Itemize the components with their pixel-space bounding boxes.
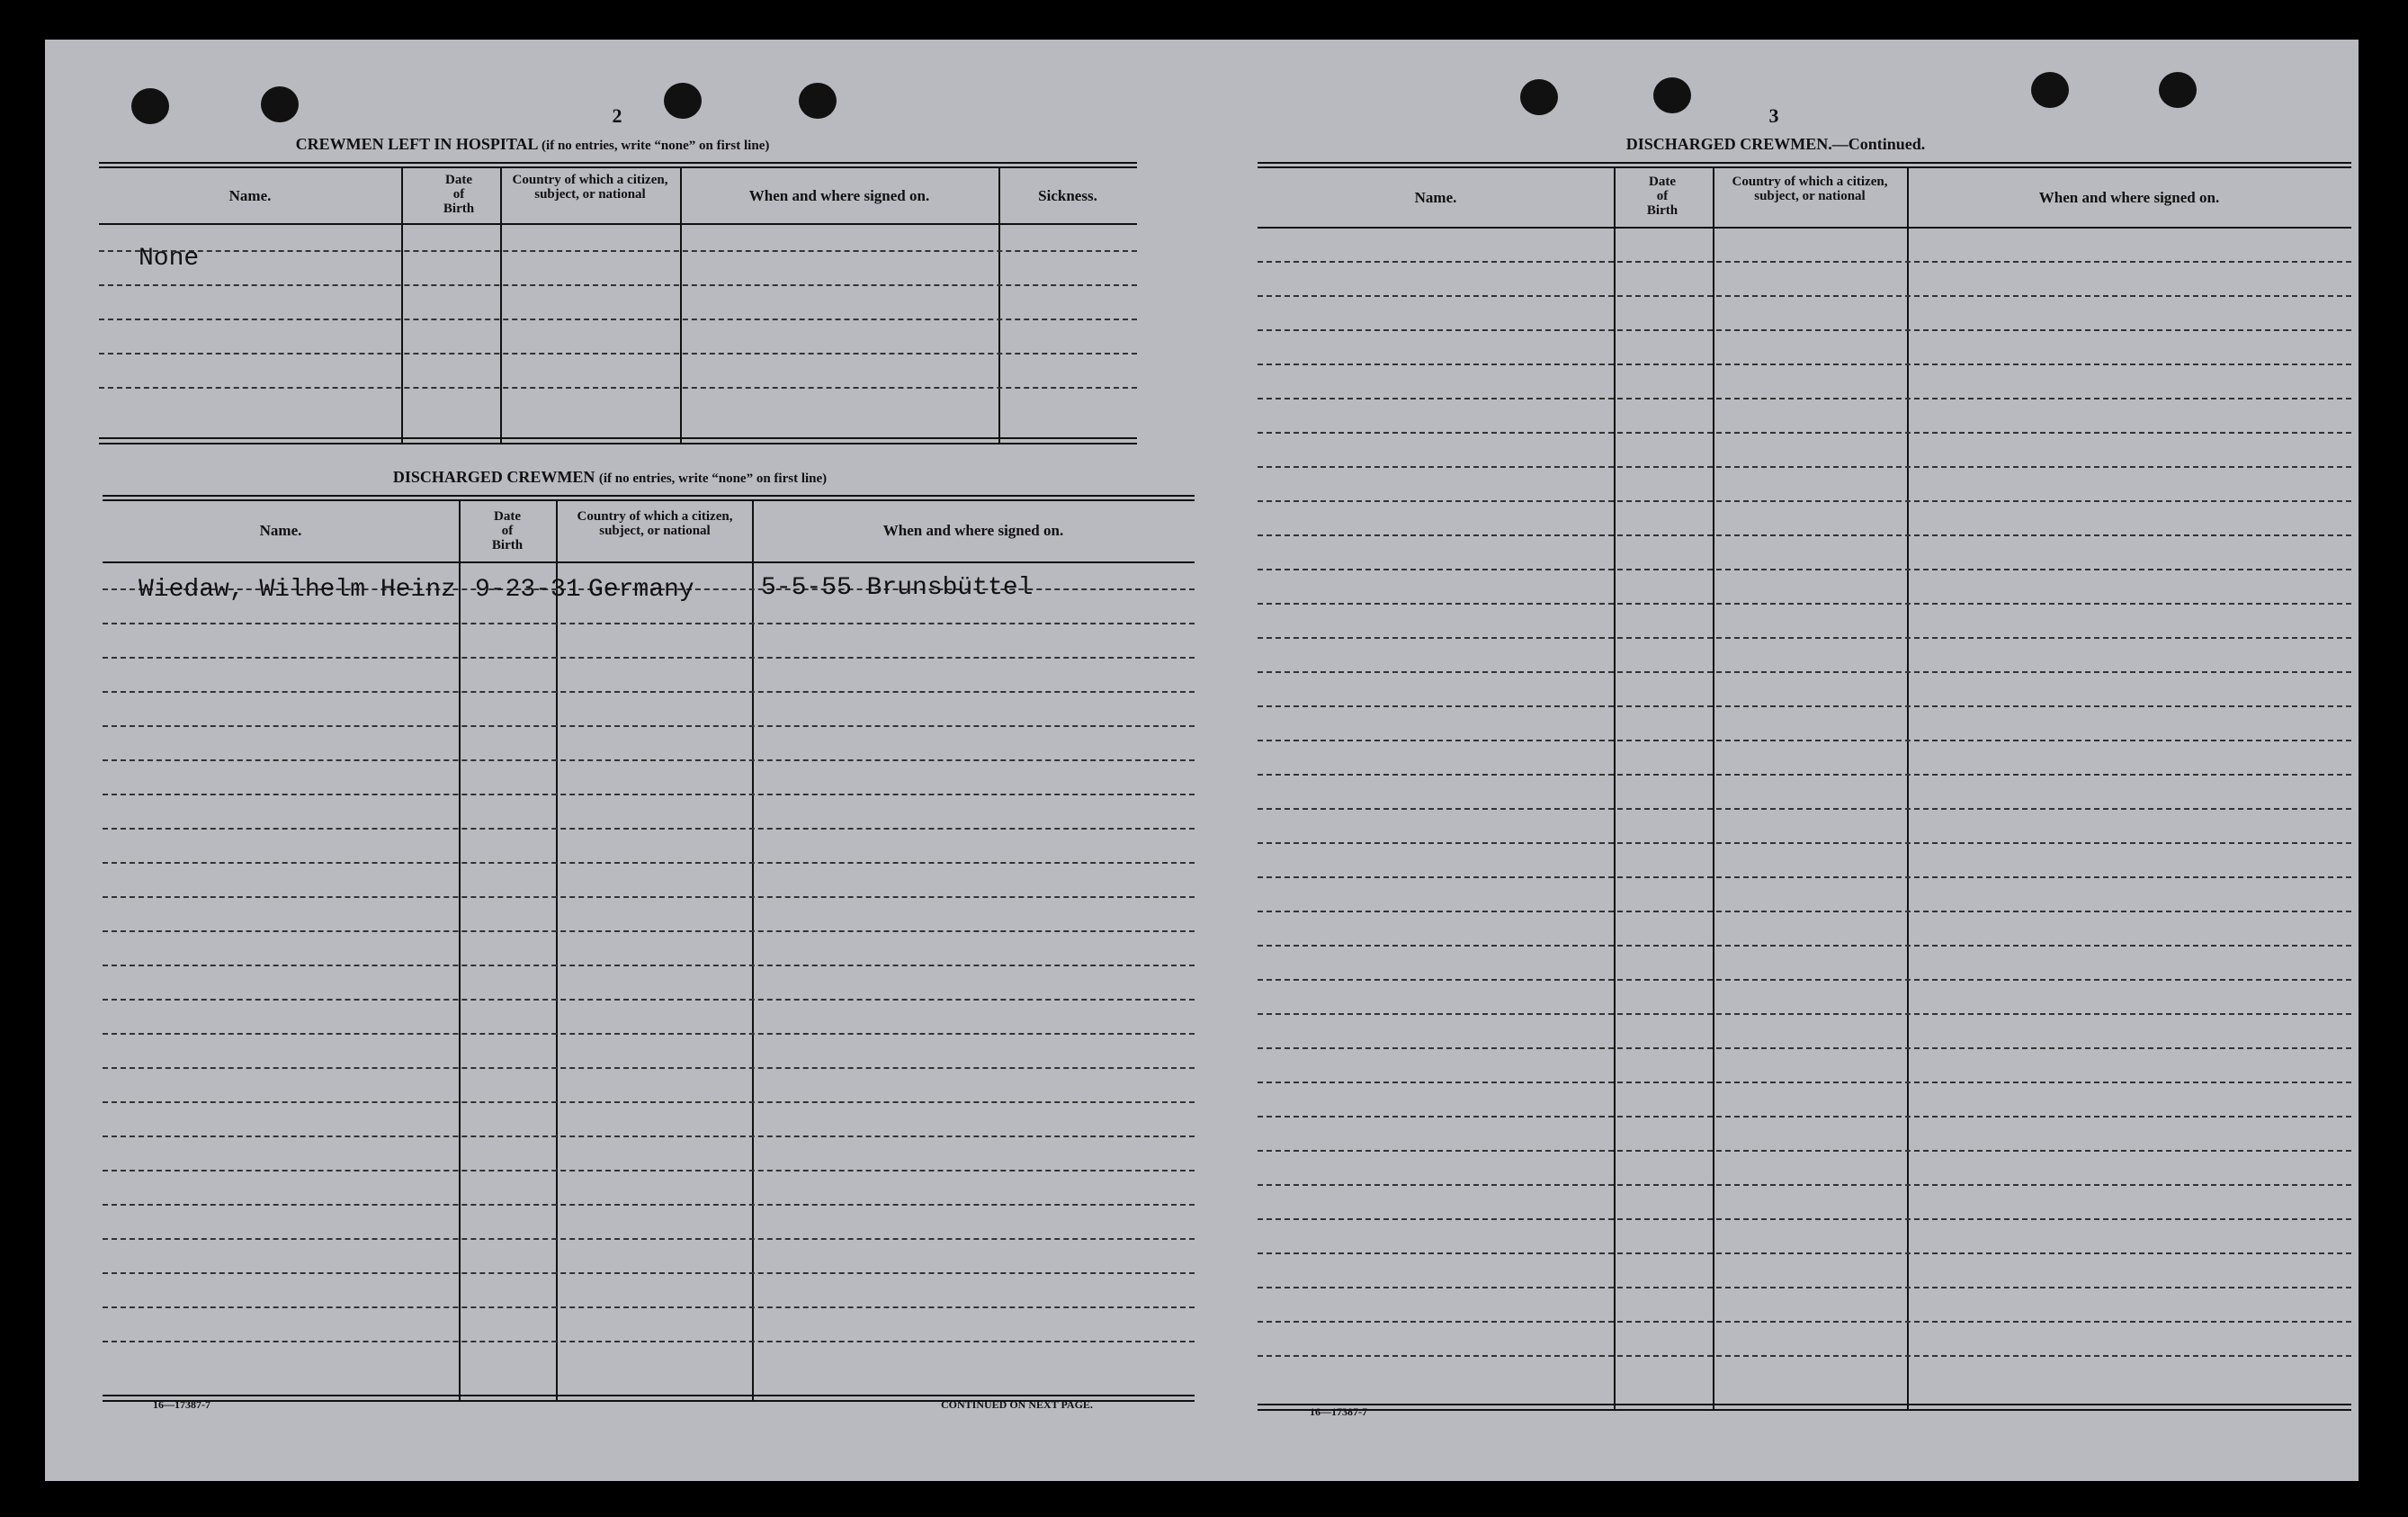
discharged-entry-signed: 5-5-55 Brunsbüttel bbox=[761, 574, 1034, 602]
column-header-dob: Date of Birth bbox=[1646, 175, 1678, 218]
discharged-continued-table bbox=[1258, 162, 2351, 1413]
punch-hole bbox=[1653, 77, 1691, 113]
column-header-dob: Date of Birth bbox=[491, 509, 524, 552]
page-number-right: 3 bbox=[1768, 104, 1779, 127]
hospital-table bbox=[99, 162, 1137, 446]
discharged-continued-title: DISCHARGED CREWMEN.—Continued. bbox=[1625, 135, 1926, 153]
column-header-name: Name. bbox=[1414, 189, 1457, 206]
column-header-signed: When and where signed on. bbox=[2038, 189, 2220, 206]
column-header-country: Country of which a citizen, subject, or national bbox=[577, 509, 733, 538]
discharged-entry-country: Germany bbox=[588, 576, 694, 604]
punch-hole bbox=[2159, 72, 2197, 108]
column-header-sickness: Sickness. bbox=[1038, 187, 1097, 204]
discharged-entry-dob: 9-23-31 bbox=[475, 576, 581, 604]
punch-hole bbox=[799, 83, 837, 119]
punch-hole bbox=[1520, 79, 1558, 115]
hospital-section-title: CREWMEN LEFT IN HOSPITAL (if no entries, write “none” on first line) bbox=[295, 135, 770, 153]
column-header-dob: Date of Birth bbox=[443, 173, 475, 216]
punch-hole bbox=[664, 83, 702, 119]
column-header-country: Country of which a citizen, subject, or national bbox=[512, 173, 668, 202]
form-number-left: 16—17387-7 bbox=[153, 1398, 210, 1411]
discharged-table bbox=[103, 495, 1195, 1404]
form-number-right: 16—17387-7 bbox=[1310, 1405, 1367, 1418]
hospital-entry-name: None bbox=[139, 245, 200, 273]
discharged-section-title: DISCHARGED CREWMEN (if no entries, write “none” on first line) bbox=[392, 468, 828, 486]
continued-note: CONTINUED ON NEXT PAGE. bbox=[941, 1398, 1093, 1411]
column-header-country: Country of which a citizen, subject, or national bbox=[1732, 175, 1888, 203]
punch-hole bbox=[261, 86, 299, 122]
punch-hole bbox=[131, 88, 169, 124]
page-number-left: 2 bbox=[612, 104, 622, 127]
punch-hole bbox=[2031, 72, 2069, 108]
column-header-signed: When and where signed on. bbox=[882, 522, 1064, 539]
column-header-name: Name. bbox=[228, 187, 272, 204]
document-sheet bbox=[45, 40, 2359, 1481]
column-header-signed: When and where signed on. bbox=[748, 187, 930, 204]
column-header-name: Name. bbox=[259, 522, 302, 539]
discharged-entry-name: Wiedaw, Wilhelm Heinz bbox=[139, 576, 456, 604]
